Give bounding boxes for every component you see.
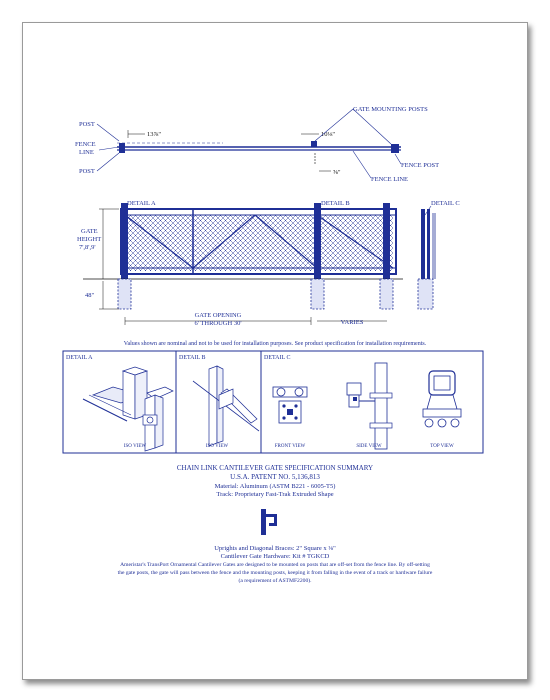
detail-c-top [423,371,461,427]
spec-title: CHAIN LINK CANTILEVER GATE SPECIFICATION SUMMARY [176,464,374,472]
footing-mid [311,279,324,309]
plan-post-mid [311,141,317,147]
plan-fence-post [391,144,399,153]
chain-link-mesh [125,215,393,271]
detail-a-title: DETAIL A [66,355,93,361]
label-detail-b: DETAIL B [321,200,350,207]
detail-c-side-view: SIDE VIEW [356,444,382,449]
elev-post-right [383,203,390,281]
label-fence-post: FENCE POST [401,162,440,169]
label-fence-line-1: FENCE [75,141,96,148]
detail-c-side [347,363,392,449]
installation-note: Values shown are nominal and not to be used for installation purposes. See product specification for installation requirements. [123,341,427,347]
detail-c-front-view: FRONT VIEW [274,444,306,449]
plan-view [75,106,439,183]
plan-post-left [119,143,125,153]
drawing-sheet [22,22,528,680]
detail-a-view: ISO VIEW [123,444,147,449]
label-depth: 48" [85,292,95,299]
detail-c-title: DETAIL C [264,355,291,361]
label-gate-height-2: HEIGHT [77,236,102,243]
label-post-bottom: POST [79,168,95,175]
footing-left [118,279,131,309]
track-profile-icon [261,509,277,535]
spec-hardware: Cantilever Gate Hardware: Kit # TGKCD [220,553,330,560]
elev-post-mid [314,203,321,281]
label-gate-height-1: GATE [81,228,98,235]
label-gate-opening-2: 6' THROUGH 30' [194,320,242,327]
drawing-canvas [23,23,527,679]
label-detail-a: DETAIL A [127,200,156,207]
spec-patent: U.S.A. PATENT NO. 5,136,813 [230,473,320,481]
detail-c-top-view: TOP VIEW [430,444,454,449]
label-fence-line-2: LINE [79,149,94,156]
spec-desc-2: the gate posts, the gate will pass between the fence and the mounting posts, keeping it from falling in the event of a track or hardware failure [117,570,433,576]
footing-right [380,279,393,309]
detail-b-view: ISO VIEW [205,444,229,449]
spec-track: Track: Proprietary Fast-Trak Extruded Shape [216,491,334,498]
detail-a-drawing [83,367,173,451]
label-gate-opening-1: GATE OPENING [194,312,242,319]
label-post-top: POST [79,121,95,128]
spec-desc-1: Ameristar's TransPort Ornamental Cantilever Gates are designed to be mounted on posts that are off-set from the fence line. By off-setting [120,562,430,568]
elevation-view [77,200,460,327]
spec-summary [118,464,433,584]
detail-b-drawing [193,366,259,446]
details-panel [63,351,483,453]
spec-uprights: Uprights and Diagonal Braces: 2" Square x ⅛" [214,545,336,552]
detail-b-title: DETAIL B [179,355,206,361]
detail-c-front [273,387,307,423]
spec-desc-3: (a requirement of ASTMF2200). [238,578,312,584]
dim-left: 13⅞" [147,131,162,138]
dim-small: ⅝" [333,169,341,176]
label-fence-line: FENCE LINE [371,176,409,183]
label-varies: VARIES [340,319,364,326]
label-gate-height-3: 7',8',9' [79,244,96,251]
label-detail-c: DETAIL C [431,200,460,207]
label-gate-mounting-posts: GATE MOUNTING POSTS [353,106,428,113]
dim-right: 10⅛" [321,131,336,138]
spec-material: Material: Aluminum (ASTM B221 - 6005-T5) [214,483,336,490]
